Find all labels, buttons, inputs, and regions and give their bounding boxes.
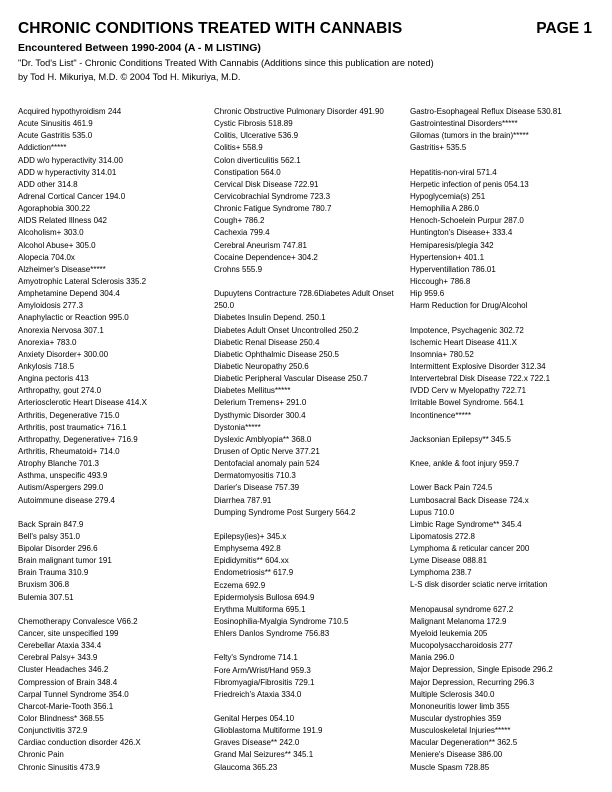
list-spacer	[410, 446, 608, 458]
condition-entry: Diabetic Neuropathy 250.6	[214, 361, 309, 371]
condition-entry: Hyperventillation 786.01	[410, 264, 496, 274]
condition-entry: Incontinence*****	[410, 410, 471, 420]
condition-entry: ADD other 314.8	[18, 179, 78, 189]
condition-entry: Acquired hypothyroidism 244	[18, 107, 122, 116]
condition-entry: Major Depression, Recurring 296.3	[410, 677, 535, 687]
condition-entry: Cervical Disk Disease 722.91	[214, 179, 319, 189]
condition-entry: Diabetes Insulin Depend. 250.1	[214, 313, 326, 323]
condition-entry: Arteriosclerotic Heart Disease 414.X	[18, 398, 147, 408]
condition-entry: Cancer, site unspecified 199	[18, 629, 119, 639]
condition-entry: Limbic Rage Syndrome** 345.4	[410, 519, 522, 529]
condition-entry: Dentofacial anomaly pain 524	[214, 459, 320, 469]
condition-entry: Alzheimer's Disease*****	[18, 264, 106, 274]
author-line: by Tod H. Mikuriya, M.D. © 2004 Tod H. Mikuriya, M.D.	[18, 72, 241, 82]
condition-entry: Brain malignant tumor 191	[18, 556, 112, 566]
condition-entry: Ehlers Danlos Syndrome 756.83	[214, 629, 330, 639]
condition-entry: Chronic Pain	[18, 750, 64, 760]
condition-entry: Mucopolysaccharoidosis 277	[410, 641, 513, 651]
condition-entry: Eczema 692.9	[214, 580, 266, 590]
condition-entry: Cough+ 786.2	[214, 216, 265, 226]
condition-entry: Meniere's Disease 386.00	[410, 750, 503, 760]
condition-entry: Glaucoma 365.23	[214, 762, 278, 772]
list-spacer	[18, 604, 208, 616]
condition-entry: Alcohol Abuse+ 305.0	[18, 240, 96, 250]
condition-entry: Diabetes Adult Onset Uncontrolled 250.2	[214, 325, 359, 335]
condition-entry: Colon diverticulitis 562.1	[214, 155, 301, 165]
condition-entry: Diabetic Renal Disease 250.4	[214, 337, 320, 347]
condition-entry: Emphysema 492.8	[214, 544, 281, 554]
condition-entry: Angina pectoris 413	[18, 374, 89, 384]
condition-entry: Ankylosis 718.5	[18, 361, 75, 371]
list-spacer	[410, 312, 608, 324]
condition-entry: Conjunctivitis 372.9	[18, 726, 88, 736]
condition-entry: Gilomas (tumors in the brain)*****	[410, 131, 529, 141]
list-spacer	[214, 701, 410, 713]
condition-entry: Lumbosacral Back Disease 724.x	[410, 495, 529, 505]
condition-entry: AIDS Related Illness 042	[18, 216, 107, 226]
source-line: "Dr. Tod's List" - Chronic Conditions Treated With Cannabis (Additions since this publication are noted)	[18, 58, 434, 68]
condition-entry: Bulemia 307.51	[18, 592, 74, 602]
condition-entry: Menopausal syndrome 627.2	[410, 604, 514, 614]
condition-entry: Chemotherapy Convalesce V66.2	[18, 616, 138, 626]
condition-entry: Hepatitis-non-viral 571.4	[410, 167, 497, 177]
condition-entry: Brain Trauma 310.9	[18, 568, 89, 578]
condition-entry: Felty's Syndrome 714.1	[214, 653, 298, 663]
condition-entry: Darier's Disease 757.39	[214, 483, 300, 493]
list-spacer	[214, 640, 410, 652]
condition-entry: Drusen of Optic Nerve 377.21	[214, 446, 320, 456]
condition-entry: Color Blindness* 368.55	[18, 714, 104, 724]
condition-entry: Amyloidosis 277.3	[18, 301, 83, 311]
list-spacer	[18, 507, 208, 519]
condition-entry: Hiccough+ 786.8	[410, 276, 471, 286]
condition-entry: Autoimmune disease 279.4	[18, 495, 115, 505]
condition-entry: Dysthymic Disorder 300.4	[214, 410, 306, 420]
condition-entry: Genital Herpes 054.10	[214, 714, 295, 724]
condition-entry: Jacksonian Epilepsy** 345.5	[410, 434, 511, 444]
condition-entry: Arthritis, Degenerative 715.0	[18, 410, 120, 420]
condition-entry: Chronic Sinusitis 473.9	[18, 762, 100, 772]
condition-entry: Hypoglycemia(s) 251	[410, 191, 486, 201]
condition-entry: Cachexia 799.4	[214, 228, 270, 238]
condition-entry: Diabetic Ophthalmic Disease 250.5	[214, 349, 339, 359]
condition-entry: Gastrointestinal Disorders*****	[410, 119, 518, 129]
condition-entry: Cerebral Palsy+ 343.9	[18, 653, 98, 663]
condition-entry: Lipomatosis 272.8	[410, 531, 475, 541]
condition-entry: Back Sprain 847.9	[18, 519, 84, 529]
condition-entry: Arthropathy, Degenerative+ 716.9	[18, 434, 138, 444]
condition-entry: Dystonia*****	[214, 422, 261, 432]
condition-entry: Eosinophilia-Myalgia Syndrome 710.5	[214, 616, 349, 626]
condition-entry: Graves Disease** 242.0	[214, 738, 300, 748]
page-subtitle: Encountered Between 1990-2004 (A - M LISTING)	[18, 42, 261, 54]
condition-entry: Fibromyagia/Fibrositis 729.1	[214, 677, 315, 687]
condition-entry: Cerebral Aneurism 747.81	[214, 240, 307, 250]
condition-entry: Charcot-Marie-Tooth 356.1	[18, 701, 114, 711]
condition-entry: Dyslexic Amblyopia** 368.0	[214, 434, 312, 444]
condition-entry: L-S disk disorder sciatic nerve irritation	[410, 580, 548, 590]
condition-entry: Chronic Fatigue Syndrome 780.7	[214, 204, 332, 214]
condition-entry: Hip 959.6	[410, 289, 445, 299]
condition-entry: Addiction*****	[18, 143, 67, 153]
condition-entry: Dupuytens Contracture 728.6Diabetes Adult Onset 250.0	[214, 289, 394, 311]
condition-entry: Chronic Obstructive Pulmonary Disorder 491.90	[214, 107, 384, 116]
conditions-column-2	[214, 106, 410, 774]
condition-entry: Hemiparesis/plegia 342	[410, 240, 494, 250]
condition-entry: Insomnia+ 780.52	[410, 349, 474, 359]
condition-entry: Endometriosis** 617.9	[214, 568, 294, 578]
condition-entry: Mania 296.0	[410, 653, 455, 663]
condition-entry: Acute Gastritis 535.0	[18, 131, 93, 141]
condition-entry: Atrophy Blanche 701.3	[18, 459, 99, 469]
condition-entry: Diarrhea 787.91	[214, 495, 272, 505]
condition-entry: Adrenal Cortical Cancer 194.0	[18, 191, 126, 201]
condition-entry: Diabetes Mellitus*****	[214, 386, 291, 396]
condition-entry: Glioblastoma Multiforme 191.9	[214, 726, 323, 736]
list-spacer	[214, 276, 410, 288]
condition-entry: Delerium Tremens+ 291.0	[214, 398, 307, 408]
condition-entry: Cocaine Dependence+ 304.2	[214, 252, 318, 262]
condition-entry: Malignant Melanoma 172.9	[410, 616, 507, 626]
page-number: PAGE 1	[536, 20, 592, 37]
condition-entry: Gastritis+ 535.5	[410, 143, 467, 153]
condition-entry: Anaphylactic or Reaction 995.0	[18, 313, 129, 323]
condition-entry: Crohns 555.9	[214, 264, 263, 274]
condition-entry: Arthropathy, gout 274.0	[18, 386, 102, 396]
condition-entry: Bruxism 306.8	[18, 580, 70, 590]
condition-entry: Amphetamine Depend 304.4	[18, 289, 120, 299]
condition-entry: Lupus 710.0	[410, 507, 455, 517]
condition-entry: Bipolar Disorder 296.6	[18, 544, 98, 554]
condition-entry: ADD w/o hyperactivity 314.00	[18, 155, 123, 165]
condition-entry: Macular Degeneration** 362.5	[410, 738, 518, 748]
list-spacer	[214, 519, 410, 531]
condition-entry: Intervertebral Disk Disease 722.x 722.1	[410, 374, 551, 384]
condition-entry: ADD w hyperactivity 314.01	[18, 167, 117, 177]
list-spacer	[410, 592, 608, 604]
condition-entry: Lyme Disease 088.81	[410, 556, 488, 566]
condition-entry: Autism/Aspergers 299.0	[18, 483, 104, 493]
condition-entry: Lymphoma 238.7	[410, 568, 472, 578]
condition-entry: Colitis+ 558.9	[214, 143, 263, 153]
condition-entry: Hemophilia A 286.0	[410, 204, 479, 214]
condition-entry: Irritable Bowel Syndrome. 564.1	[410, 398, 524, 408]
condition-entry: Epilepsy(ies)+ 345.x	[214, 531, 287, 541]
condition-entry: Grand Mal Seizures** 345.1	[214, 750, 314, 760]
conditions-column-3	[410, 106, 608, 774]
condition-entry: Anorexia+ 783.0	[18, 337, 77, 347]
condition-entry: Constipation 564.0	[214, 167, 281, 177]
condition-entry: Gastro-Esophageal Reflux Disease 530.81	[410, 107, 562, 116]
condition-entry: Knee, ankle & foot injury 959.7	[410, 459, 519, 469]
condition-entry: Multiple Sclerosis 340.0	[410, 689, 495, 699]
conditions-column-1	[18, 106, 208, 774]
condition-entry: Cardiac conduction disorder 426.X	[18, 738, 141, 748]
condition-entry: Harm Reduction for Drug/Alcohol	[410, 301, 528, 311]
condition-entry: Cystic Fibrosis 518.89	[214, 119, 293, 129]
condition-entry: Acute Sinusitis 461.9	[18, 119, 93, 129]
condition-entry: Bell's palsy 351.0	[18, 531, 81, 541]
condition-entry: Huntington's Disease+ 333.4	[410, 228, 513, 238]
condition-entry: Ischemic Heart Disease 411.X	[410, 337, 518, 347]
condition-entry: Carpal Tunnel Syndrome 354.0	[18, 689, 129, 699]
condition-entry: Musculoskeletal Injuries*****	[410, 726, 511, 736]
condition-entry: IVDD Cerv w Myelopathy 722.71	[410, 386, 527, 396]
condition-entry: Major Depression, Single Episode 296.2	[410, 665, 553, 675]
condition-entry: Cluster Headaches 346.2	[18, 665, 109, 675]
condition-entry: Cervicobrachial Syndrome 723.3	[214, 191, 331, 201]
condition-entry: Impotence, Psychagenic 302.72	[410, 325, 524, 335]
condition-entry: Agoraphobia 300.22	[18, 204, 91, 214]
list-spacer	[410, 155, 608, 167]
condition-entry: Henoch-Schoelein Purpur 287.0	[410, 216, 524, 226]
condition-entry: Epidermolysis Bullosa 694.9	[214, 592, 315, 602]
condition-entry: Myeloid leukemia 205	[410, 629, 488, 639]
page-title: CHRONIC CONDITIONS TREATED WITH CANNABIS	[18, 20, 403, 37]
condition-entry: Asthma, unspecific 493.9	[18, 471, 108, 481]
condition-entry: Dermatomyositis 710.3	[214, 471, 296, 481]
list-spacer	[410, 422, 608, 434]
condition-entry: Friedreich's Ataxia 334.0	[214, 689, 302, 699]
condition-entry: Alcoholism+ 303.0	[18, 228, 84, 238]
condition-entry: Muscle Spasm 728.85	[410, 762, 490, 772]
condition-entry: Lymphoma & reticular cancer 200	[410, 544, 530, 554]
condition-entry: Anxiety Disorder+ 300.00	[18, 349, 109, 359]
condition-entry: Herpetic infection of penis 054.13	[410, 179, 529, 189]
list-spacer	[410, 470, 608, 482]
condition-entry: Cerebellar Ataxia 334.4	[18, 641, 102, 651]
condition-entry: Hypertension+ 401.1	[410, 252, 485, 262]
condition-entry: Arthritis, post traumatic+ 716.1	[18, 422, 127, 432]
condition-entry: Colitis, Ulcerative 536.9	[214, 131, 299, 141]
condition-entry: Compression of Brain 348.4	[18, 677, 118, 687]
condition-entry: Epididymitis** 604.xx	[214, 556, 289, 566]
condition-entry: Fore Arm/Wrist/Hand 959.3	[214, 665, 311, 675]
condition-entry: Muscular dystrophies 359	[410, 714, 502, 724]
condition-entry: Lower Back Pain 724.5	[410, 483, 493, 493]
condition-entry: Mononeuritis lower limb 355	[410, 701, 510, 711]
condition-entry: Diabetic Peripheral Vascular Disease 250.7	[214, 374, 368, 384]
condition-entry: Erythma Multiforma 695.1	[214, 604, 306, 614]
condition-entry: Alopecia 704.0x	[18, 252, 75, 262]
condition-entry: Arthritis, Rheumatoid+ 714.0	[18, 446, 120, 456]
condition-entry: Anorexia Nervosa 307.1	[18, 325, 104, 335]
condition-entry: Dumping Syndrome Post Surgery 564.2	[214, 507, 356, 517]
condition-entry: Amyotrophic Lateral Sclerosis 335.2	[18, 276, 147, 286]
condition-entry: Intermittent Explosive Disorder 312.34	[410, 361, 546, 371]
